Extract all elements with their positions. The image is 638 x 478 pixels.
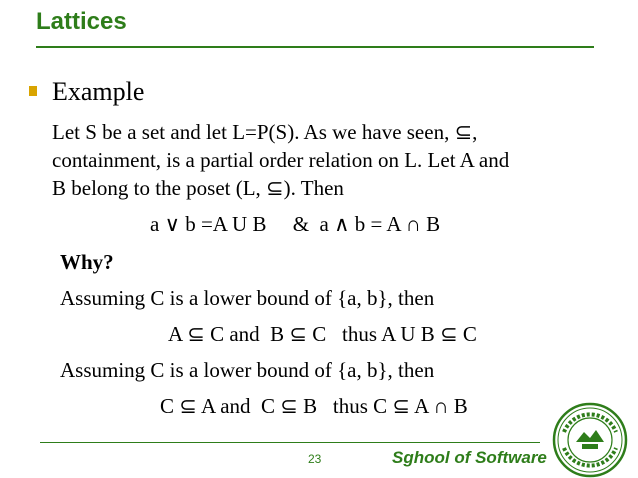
- slide-title: Lattices: [36, 8, 127, 35]
- proof-line-3: Assuming C is a lower bound of {a, b}, then: [60, 358, 435, 382]
- paragraph-line-3: B belong to the poset (L, ⊆). Then: [52, 176, 344, 200]
- lattice-formula: a ∨ b =A U B & a ∧ b = A ∩ B: [150, 212, 441, 236]
- university-seal-icon: [552, 402, 628, 478]
- footer-school-name: Sghool of Software: [392, 448, 547, 467]
- why-label: Why?: [60, 250, 114, 274]
- proof-line-4: C ⊆ A and C ⊆ B thus C ⊆ A ∩ B: [160, 394, 468, 418]
- example-heading: Example: [52, 77, 145, 106]
- paragraph-line-2: containment, is a partial order relation on L. Let A and: [52, 148, 510, 172]
- bullet-square-icon: [29, 86, 37, 96]
- proof-line-1: Assuming C is a lower bound of {a, b}, then: [60, 286, 435, 310]
- footer-divider: [40, 442, 540, 443]
- proof-line-2: A ⊆ C and B ⊆ C thus A U B ⊆ C: [168, 322, 477, 346]
- paragraph-line-1: Let S be a set and let L=P(S). As we have seen, ⊆,: [52, 120, 478, 144]
- page-number: 23: [308, 452, 322, 466]
- title-divider: [36, 46, 594, 48]
